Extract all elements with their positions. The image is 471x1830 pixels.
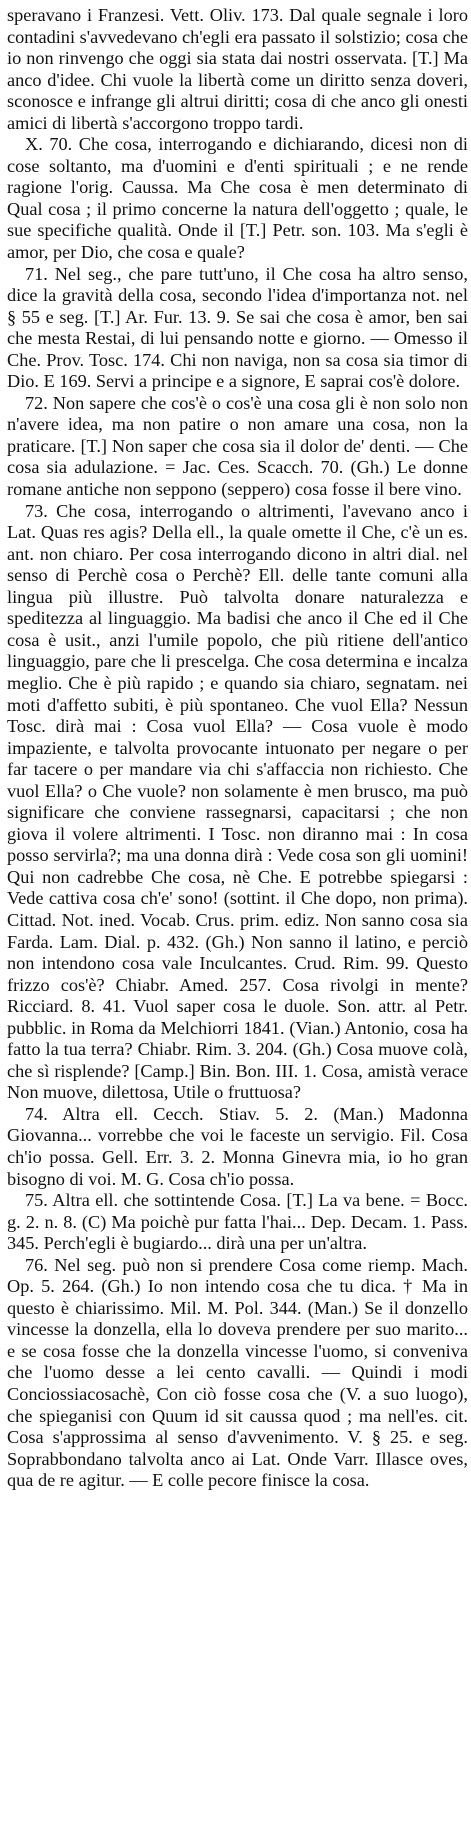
paragraph-section-71: 71. Nel seg., che pare tutt'uno, il Che cosa ha altro senso, dice la gravità della cosa, secondo l'idea d'importanza not. nel § 55 e seg. [T.] Ar. Fur. 13. 9. Se sai che cosa è amor, ben sai che mesta Restai, di lui pensando notte e giorno. — Omesso il Che. Prov. Tosc. 174. Chi non naviga, non sa cosa sia timor di Dio. E 169. Servi a principe e a signore, E saprai cos'è dolore. bbox=[7, 263, 468, 392]
paragraph-section-75: 75. Altra ell. che sottintende Cosa. [T.] La va bene. = Bocc. g. 2. n. 8. (C) Ma poichè pur fatta l'hai... Dep. Decam. 1. Pass. 345. Perch'egli è bugiardo... dirà una per un'altra. bbox=[7, 1190, 468, 1254]
paragraph-section-74: 74. Altra ell. Cecch. Stiav. 5. 2. (Man.) Madonna Giovanna... vorrebbe che voi le faceste un servigio. Fil. Cosa ch'io possa. Gell. Err. 3. 2. Monna Ginevra mia, io ho gran bisogno di voi. M. G. Cosa ch'io possa. bbox=[7, 1103, 468, 1189]
paragraph-section-73: 73. Che cosa, interrogando o altrimenti, l'avevano anco i Lat. Quas res agis? Della ell., la quale omette il Che, c'è un es. ant. non chiaro. Per cosa interrogando dicono in altri dial. nel senso di Perchè cosa o Perchè? Ell. delle tante comuni alla lingua più illustre. Può talvolta donare naturalezza e speditezza al linguaggio. Ma badisi che anco il Che ed il Che cosa è usit., anzi l'umile popolo, che più ritiene dell'antico linguaggio, pare che li prescelga. Che cosa determina e incalza meglio. Che è più rapido ; e quando sia chiaro, segnatam. nei moti d'affetto subiti, è più spontaneo. Che vuol Ella? Nessun Tosc. dirà mai : Cosa vuol Ella? — Cosa vuole è modo impaziente, e talvolta provocante intuonato per negare o per far tacere o per mandare via chi s'affaccia non richiesto. Che vuol Ella? o Che vuole? non solamente è men brusco, ma può significare che conviene rassegnarsi, capacitarsi ; che non giova il volere altrimenti. I Tosc. non diranno mai : In cosa posso servirla?; ma una donna dirà : Vede cosa son gli uomini! Qui non cadrebbe Che cosa, nè Che. E potrebbe spiegarsi : Vede cattiva cosa ch'e' sono! (sottint. il Che dopo, non prima). Cittad. Not. ined. Vocab. Crus. prim. ediz. Non sanno cosa sia Farda. Lam. Dial. p. 432. (Gh.) Non sanno il latino, e perciò non intendono cosa vale Inculcantes. Crud. Rim. 99. Questo frizzo cos'è? Chiabr. Amed. 257. Cosa rivolgi in mente? Ricciard. 8. 41. Vuol saper cosa le duole. Son. attr. al Petr. pubblic. in Roma da Melchiorri 1841. (Vian.) Antonio, cosa ha fatto la tua terra? Chiabr. Rim. 3. 204. (Gh.) Cosa muove colà, che sì risplende? [Camp.] Bin. Bon. III. 1. Cosa, amistà verace Non muove, dilettosa, Utile o fruttuosa? bbox=[7, 500, 468, 1103]
paragraph-section-70: X. 70. Che cosa, interrogando e dichiarando, dicesi non di cose soltanto, ma d'uomini e d'enti spirituali ; e ne rende ragione l'orig. Caussa. Ma Che cosa è men determinato di Qual cosa ; il primo concerne la natura dell'oggetto ; quale, le sue specifiche qualità. Onde il [T.] Petr. son. 103. Ma s'egli è amor, per Dio, che cosa e quale? bbox=[7, 134, 468, 263]
paragraph-section-72: 72. Non sapere che cos'è o cos'è una cosa gli è non solo non n'avere idea, ma non patire o non amare una cosa, non la praticare. [T.] Non saper che cosa sia il dolor de' denti. — Che cosa sia adulazione. = Jac. Ces. Scacch. 70. (Gh.) Le donne romane antiche non seppono (seppero) cosa fosse il bere vino. bbox=[7, 392, 468, 500]
paragraph-continuation: speravano i Franzesi. Vett. Oliv. 173. Dal quale segnale i loro contadini s'avvedevano ch'egli era passato il solstizio; cosa che io non rinvengo che oggi sia stata dai nostri osservata. [T.] Ma anco d'idee. Chi vuole la libertà come un diritto senza doveri, sconosce e infrange gli altrui diritti; cosa di che anco gli onesti amici di libertà s'accorgono troppo tardi. bbox=[7, 5, 468, 133]
paragraph-section-76: 76. Nel seg. può non si prendere Cosa come riemp. Mach. Op. 5. 264. (Gh.) Io non intendo cosa che tu dica. † Ma in questo è chiarissimo. Mil. M. Pol. 344. (Man.) Se il donzello vincesse la donzella, ella lo doveva prendere per suo marito... e se cosa fosse che la donzella vincesse l'uomo, si conveniva che l'uomo desse a lei cento cavalli. — Quindi i modi Conciossiacosachè, Con ciò fosse cosa che (V. a suo luogo), che spieganisi con Quum id sit caussa quod ; ma nell'es. cit. Cosa s'approssima al senso d'avvenimento. V. § 25. e seg. Soprabbondano talvolta anco ai Lat. Onde Varr. Illasce oves, qua de re agitur. — E colle pecore finisce la cosa. bbox=[7, 1254, 468, 1491]
